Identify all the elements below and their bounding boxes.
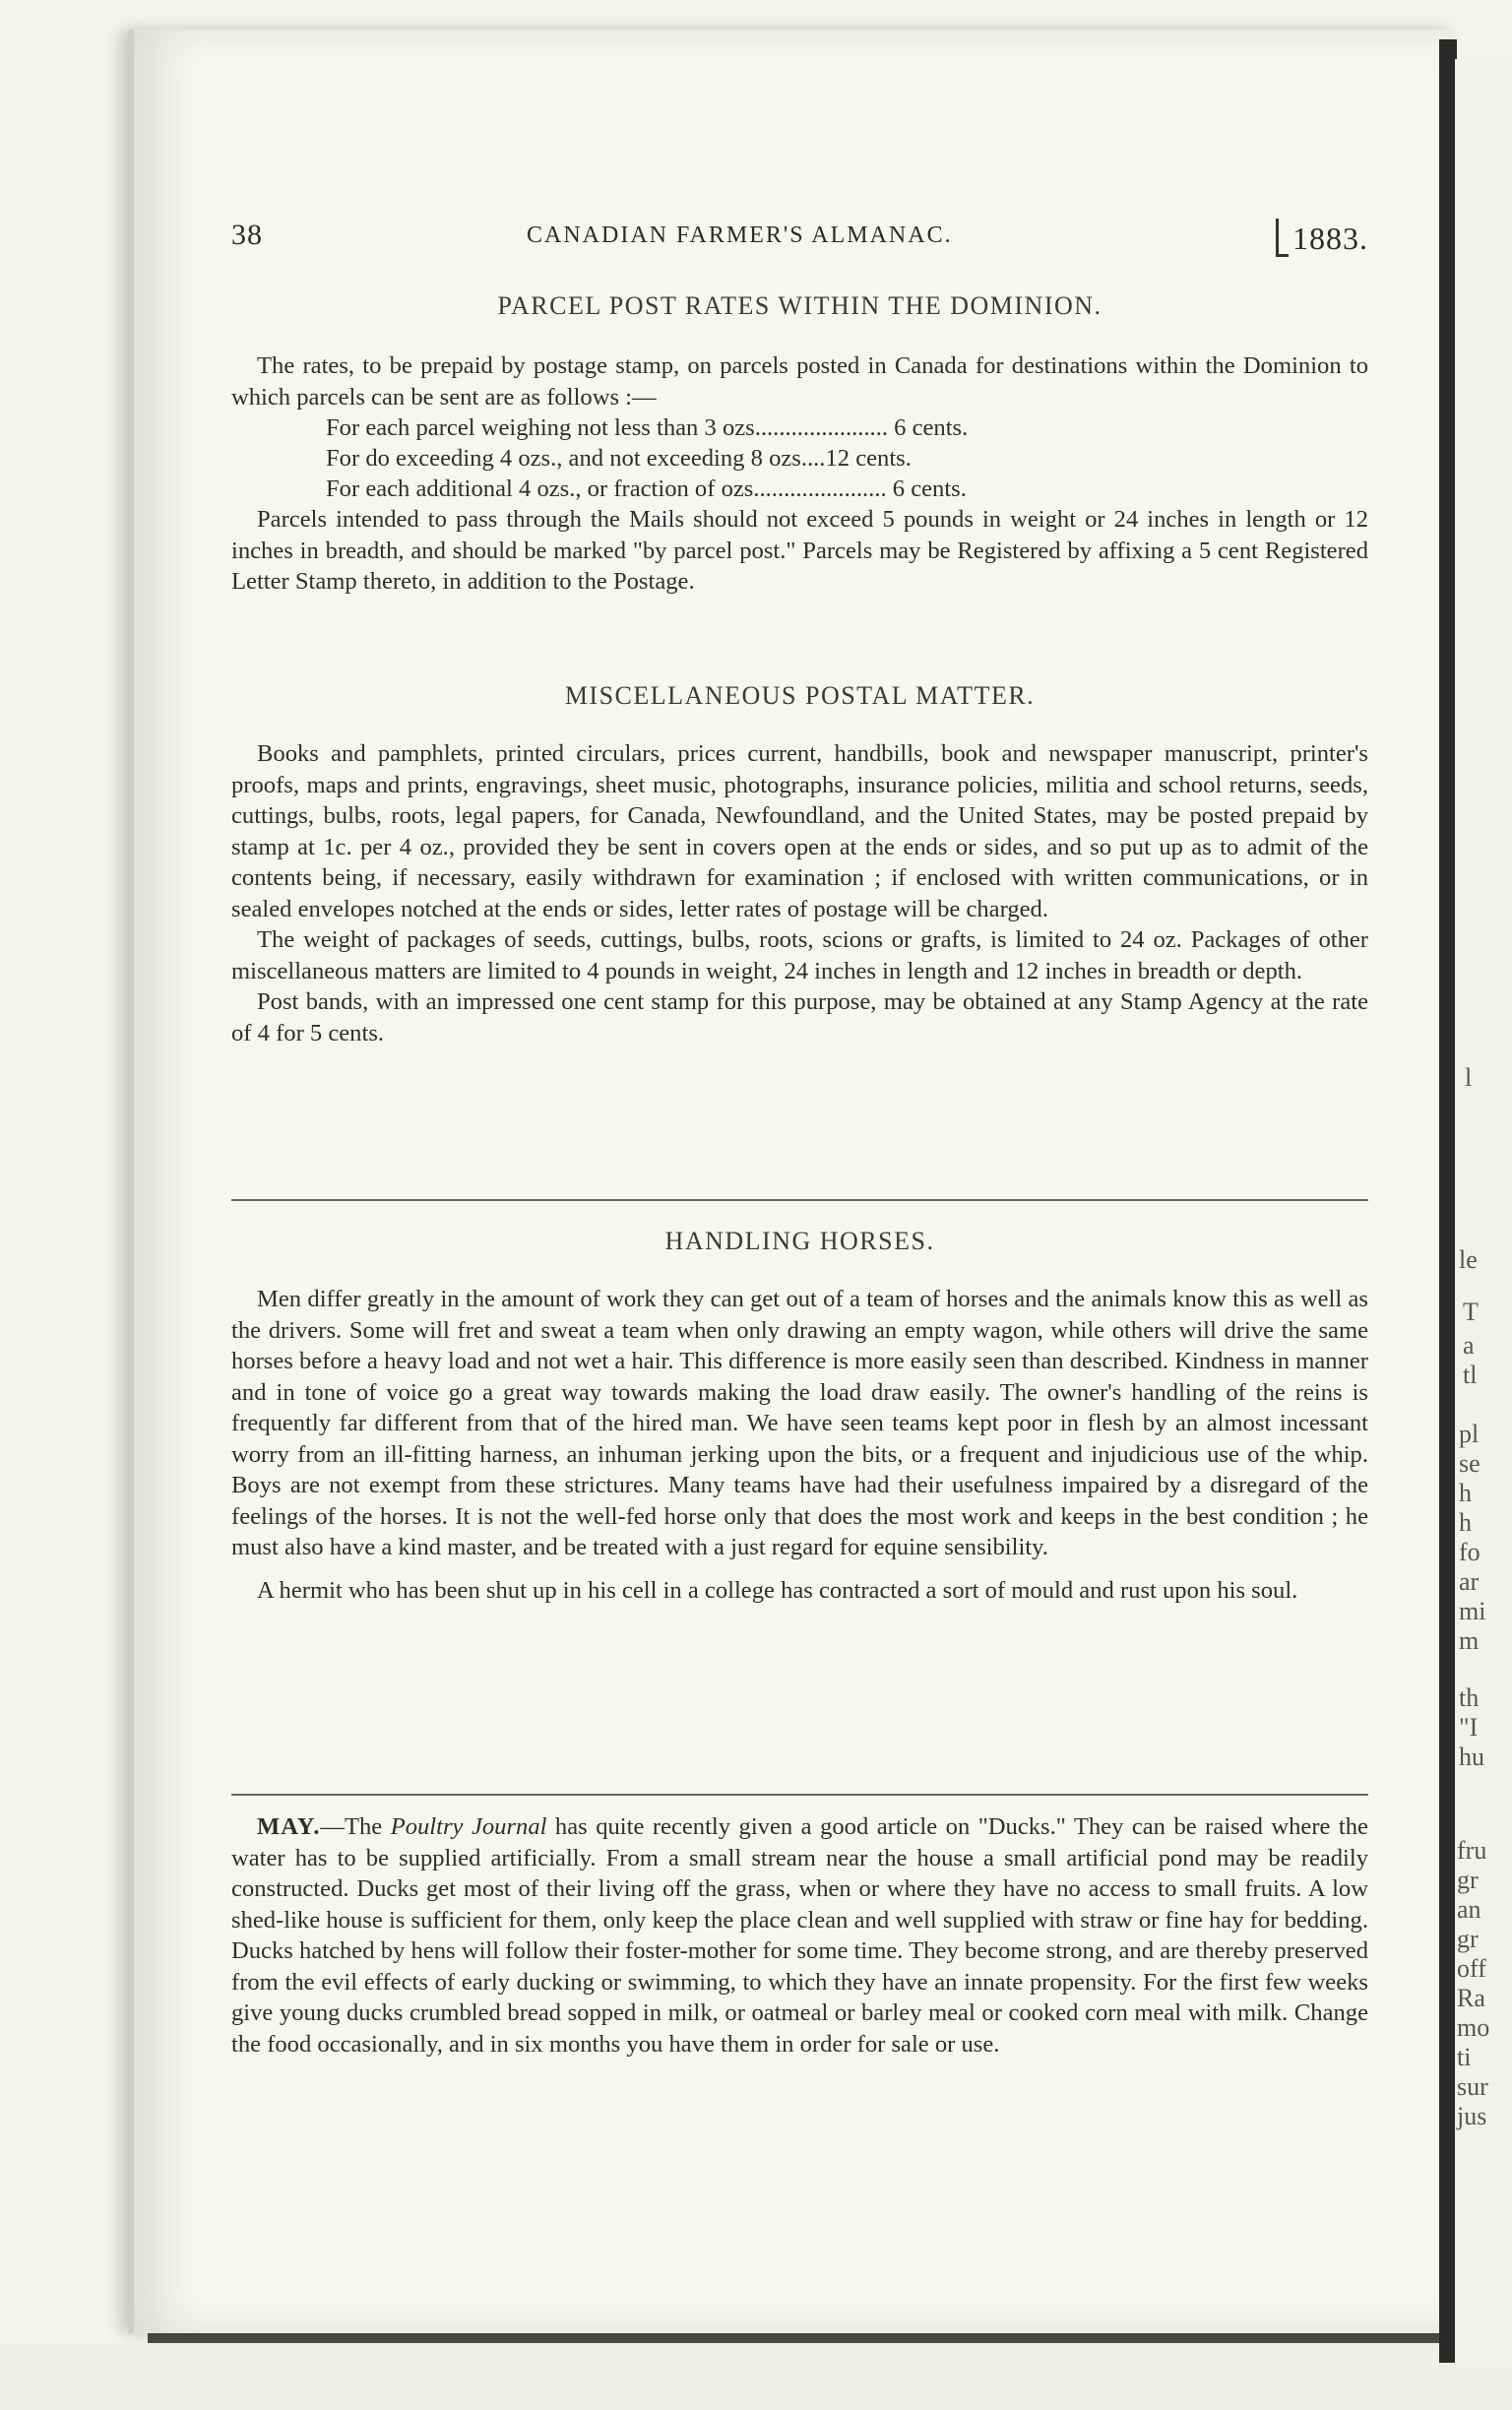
year [1276, 219, 1368, 257]
facing-fragment: ti [1457, 2043, 1472, 2071]
almanac-title: CANADIAN FARMER'S ALMANAC. [527, 222, 953, 248]
facing-fragment: le [1459, 1245, 1478, 1274]
facing-fragment: fo [1459, 1538, 1480, 1566]
horses-section [231, 1227, 1368, 1606]
facing-fragment: h [1459, 1508, 1472, 1537]
facing-fragment: "I [1459, 1713, 1479, 1742]
rate-line: For each additional 4 ozs., or fraction of ozs...................... 6 cents. [326, 476, 967, 502]
journal-title: Poultry Journal [390, 1813, 547, 1840]
misc-para-2: The weight of packages of seeds, cuttings, bulbs, roots, scions or grafts, is limited to 24 oz. Packages of other miscellaneous matters are limited to 4 pounds in weight, 24 inches in length and 12 inches in breadth or depth. [231, 926, 1368, 984]
section-heading: MISCELLANEOUS POSTAL MATTER. [564, 681, 1036, 710]
hermit-para: A hermit who has been shut up in his cell in a college has contracted a sort of mould and rust upon his soul. [257, 1576, 1298, 1604]
misc-para-1: Books and pamphlets, printed circulars, prices current, handbills, book and newspaper manuscript, printer's proofs, maps and prints, engravings, sheet music, photographs, insurance policies, militia and school returns, seeds, cuttings, bulbs, roots, legal papers, for Canada, Newfoundland, and the United States, may be posted prepaid by stamp at 1c. per 4 oz., provided they be sent in covers open at the ends or sides, and so put up as to admit of the contents being, if necessary, easily withdrawn for examination ; if enclosed with written communications, or in sealed envelopes notched at the ends or sides, letter rates of postage will be charged. [231, 740, 1368, 922]
section-divider [231, 1199, 1368, 1201]
rate-line: For each parcel weighing not less than 3 ozs...................... 6 cents. [326, 414, 969, 441]
facing-fragment: hu [1459, 1743, 1484, 1771]
facing-fragment: m [1459, 1626, 1480, 1655]
facing-fragment: pl [1459, 1420, 1480, 1448]
facing-fragment: gr [1457, 1866, 1479, 1894]
facing-fragment: an [1457, 1895, 1481, 1924]
may-label: MAY. [257, 1813, 321, 1840]
facing-page-edge [1455, 59, 1512, 2363]
facing-fragment: jus [1457, 2102, 1487, 2130]
facing-fragment: h [1459, 1479, 1472, 1507]
section-heading: HANDLING HORSES. [664, 1227, 935, 1255]
may-paragraph [231, 1811, 1368, 2060]
year-text: 1883. [1292, 221, 1368, 256]
facing-fragment: T [1463, 1298, 1479, 1326]
facing-fragment: mo [1457, 2013, 1490, 2042]
facing-fragment: l [1465, 1063, 1473, 1092]
may-text: has quite recently given a good article on "Ducks." They can be raised where the water has to be supplied artificially. From a small stream near the house a small artificial pond may be readily constructed. Ducks get most of their living off the grass, when or where they have no access to small fruits. A low shed-like house is sufficient for them, only keep the place clean and well supplied with straw or fine hay for bedding. Ducks hatched by hens will follow their foster-mother for some time. They become strong, and are thereby preserved from the evil effects of early ducking or swimming, to which they have an innate propensity. For the first few weeks give young ducks crumbled bread sopped in milk, or oatmeal or barley meal or cooked corn meal with milk. Change the food occasionally, and in six months you have them in order for sale or use. [231, 1813, 1368, 2058]
facing-fragment: ar [1459, 1567, 1480, 1596]
misc-postal-section [231, 681, 1368, 1048]
facing-fragment: a [1463, 1331, 1475, 1360]
facing-fragment: gr [1457, 1925, 1479, 1953]
facing-fragment: off [1457, 1954, 1486, 1983]
facing-fragment: th [1459, 1683, 1480, 1712]
facing-fragment: se [1459, 1449, 1480, 1478]
facing-fragment: tl [1463, 1361, 1478, 1389]
rate-line: For do exceeding 4 ozs., and not exceeding 8 ozs....12 cents. [326, 445, 912, 472]
parcel-intro: The rates, to be prepaid by postage stamp, on parcels posted in Canada for destinations within the Dominion to which parcels can be sent are as follows :— [231, 352, 1368, 411]
section-heading: PARCEL POST RATES WITHIN THE DOMINION. [497, 291, 1102, 320]
section-divider [231, 1794, 1368, 1796]
horses-para-1: Men differ greatly in the amount of work they can get out of a team of horses and the animals know this as well as the drivers. Some will fret and sweat a team when only drawing an empty wagon, while others will drive the same horses before a heavy load and not wet a hair. This difference is more easily seen than described. Kindness in manner and in tone of voice go a great way towards making the load draw easily. The owner's handling of the reins is frequently far different from that of the hired man. We have seen teams kept poor in flesh by an almost incessant worry from an ill-fitting harness, an inhuman jerking upon the bits, or a frequent and injudicious use of the whip. Boys are not exempt from these strictures. Many teams have had their usefulness impaired by a disregard of the feelings of the horses. It is not the well-fed horse only that does the most work and keeps in the best condition ; he must also have a kind master, and be treated with a just regard for equine sensibility. [231, 1286, 1368, 1560]
scan-background-bottom [0, 2343, 1512, 2410]
facing-fragment: Ra [1457, 1984, 1485, 2012]
bracket-mark [1276, 219, 1289, 257]
misc-para-3: Post bands, with an impressed one cent stamp for this purpose, may be obtained at any Stamp Agency at the rate of 4 for 5 cents. [231, 988, 1368, 1046]
may-section [231, 1811, 1368, 2060]
page-number: 38 [231, 219, 263, 251]
running-head [231, 219, 1368, 258]
parcel-post-section [231, 291, 1368, 598]
may-dash: —The [320, 1813, 391, 1840]
parcel-conditions: Parcels intended to pass through the Mails should not exceed 5 pounds in weight or 24 inches in length or 12 inches in breadth, and should be marked "by parcel post." Parcels may be Registered by affixing a 5 cent Registered Letter Stamp thereto, in addition to the Postage. [231, 506, 1368, 595]
facing-fragment: sur [1457, 2072, 1488, 2101]
facing-fragment: fru [1457, 1836, 1487, 1865]
scan-background-left [0, 0, 148, 2410]
facing-fragment: mi [1459, 1597, 1486, 1625]
